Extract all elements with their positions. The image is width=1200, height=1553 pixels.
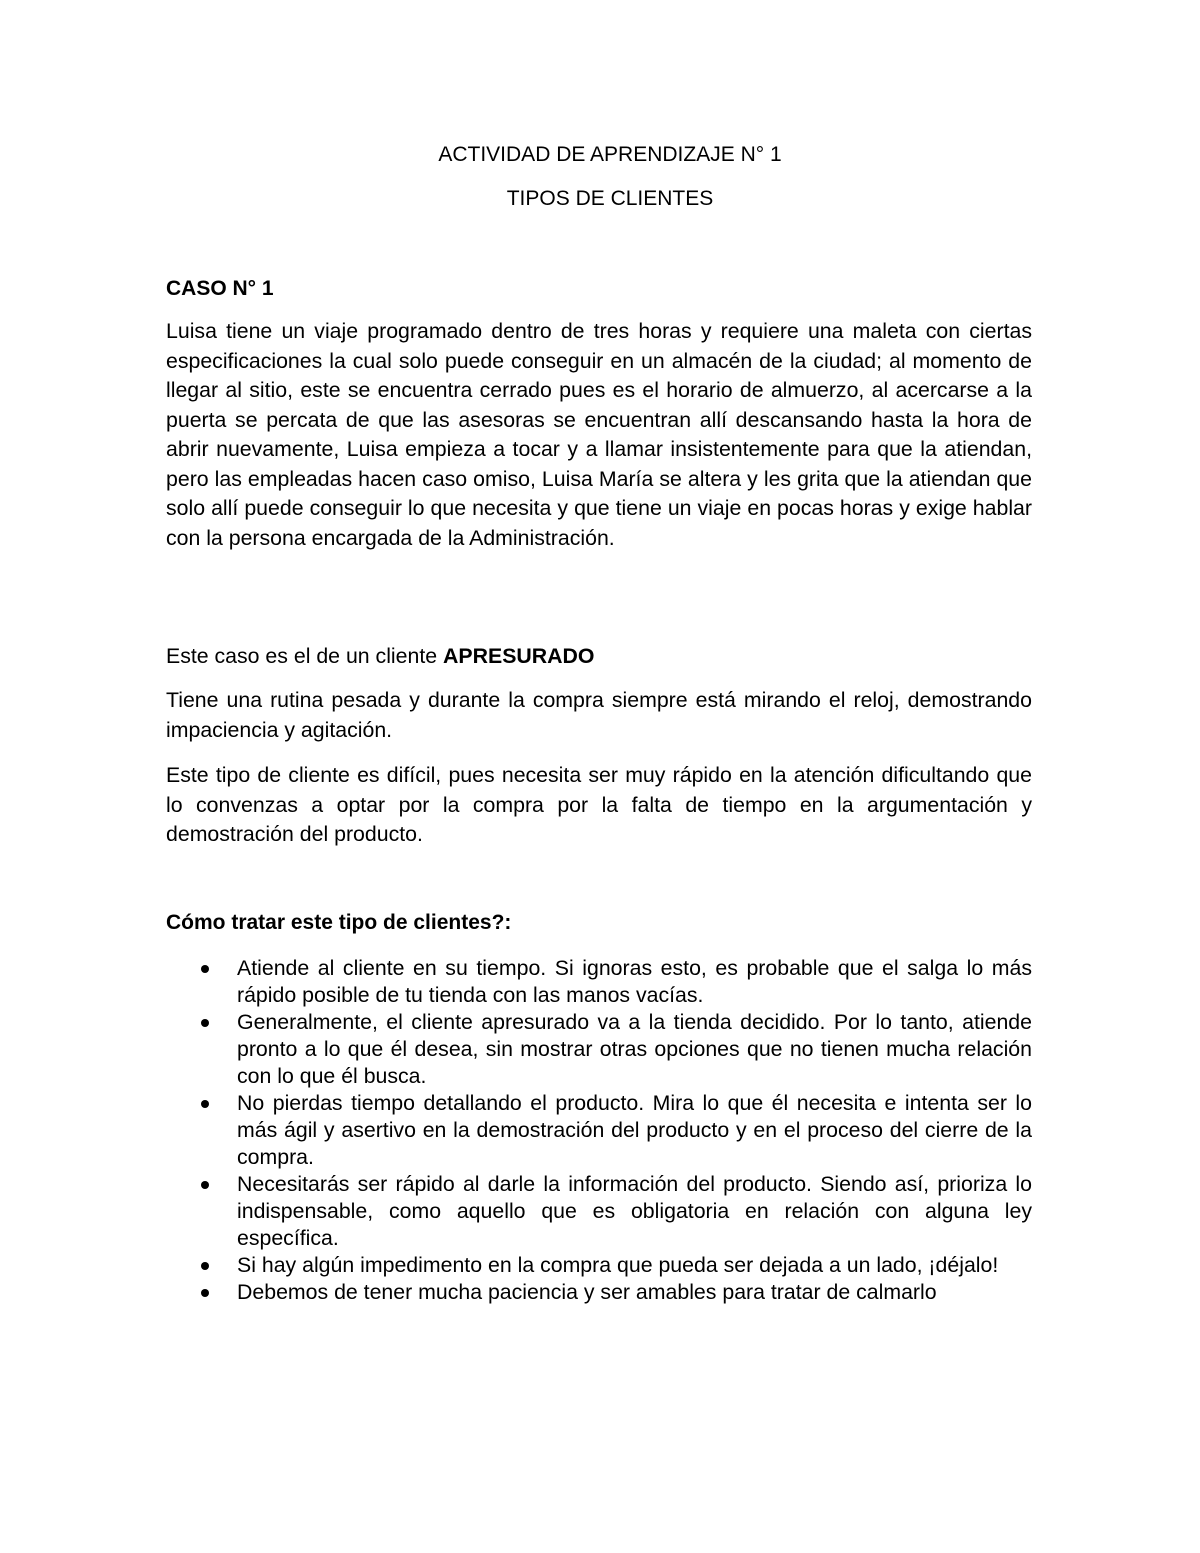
bullet-icon bbox=[201, 1100, 209, 1108]
client-type-prefix: Este caso es el de un cliente bbox=[166, 644, 444, 668]
case-paragraph: Luisa tiene un viaje programado dentro de tres horas y requiere una maleta con ciertas especificaciones la cual solo puede conseguir en un almacén de la ciudad; al momento de llegar al sitio, este se encuentra cerrado pues es el horario de almuerzo, al acercarse a la puerta se percata de que las asesoras se encuentran allí descansando hasta la hora de abrir nuevamente, Luisa empieza a tocar y a llamar insistentemente para que la atiendan, pero las empleadas hacen caso omiso, Luisa María se altera y les grita que la atiendan que solo allí puede conseguir lo que necesita y que tiene un viaje en pocas horas y exige hablar con la persona encargada de la Administración. bbox=[166, 319, 1032, 550]
list-item bbox=[166, 1252, 1032, 1279]
list-item bbox=[166, 955, 1032, 1009]
list-item-text: Si hay algún impedimento en la compra que pueda ser dejada a un lado, ¡déjalo! bbox=[237, 1253, 999, 1277]
list-item bbox=[166, 1009, 1032, 1090]
document-subtitle: TIPOS DE CLIENTES bbox=[506, 187, 714, 210]
bullet-icon bbox=[201, 1262, 209, 1270]
client-type-name: APRESURADO bbox=[443, 644, 595, 668]
list-item bbox=[166, 1279, 1032, 1306]
list-item-text: Atiende al cliente en su tiempo. Si ignoras esto, es probable que el salga lo más rápido posible de tu tienda con las manos vacías. bbox=[237, 956, 1032, 1007]
document-title: ACTIVIDAD DE APRENDIZAJE N° 1 bbox=[438, 143, 782, 166]
case-heading: CASO N° 1 bbox=[166, 277, 274, 300]
list-item-text: Necesitarás ser rápido al darle la información del producto. Siendo así, prioriza lo indispensable, como aquello que es obligatoria en relación con alguna ley específica. bbox=[237, 1172, 1032, 1250]
client-type-paragraph bbox=[166, 642, 1032, 672]
bullet-icon bbox=[201, 1181, 209, 1189]
tips-list bbox=[166, 955, 1032, 1306]
list-item-text: Generalmente, el cliente apresurado va a la tienda decidido. Por lo tanto, atiende pronto a lo que él desea, sin mostrar otras opciones que no tienen mucha relación con lo que él busca. bbox=[237, 1010, 1032, 1088]
routine-paragraph: Tiene una rutina pesada y durante la compra siempre está mirando el reloj, demostrando impaciencia y agitación. bbox=[166, 688, 1032, 742]
list-item-text: No pierdas tiempo detallando el producto. Mira lo que él necesita e intenta ser lo más ágil y asertivo en la demostración del producto y en el proceso del cierre de la compra. bbox=[237, 1091, 1032, 1169]
list-item-text: Debemos de tener mucha paciencia y ser amables para tratar de calmarlo bbox=[237, 1280, 937, 1304]
bullet-icon bbox=[201, 1019, 209, 1027]
bullet-icon bbox=[201, 965, 209, 973]
bullet-icon bbox=[201, 1289, 209, 1297]
list-item bbox=[166, 1171, 1032, 1252]
howto-heading: Cómo tratar este tipo de clientes?: bbox=[166, 911, 512, 934]
list-item bbox=[166, 1090, 1032, 1171]
difficulty-paragraph: Este tipo de cliente es difícil, pues necesita ser muy rápido en la atención dificultando que lo convenzas a optar por la compra por la falta de tiempo en la argumentación y demostración del producto. bbox=[166, 763, 1032, 846]
